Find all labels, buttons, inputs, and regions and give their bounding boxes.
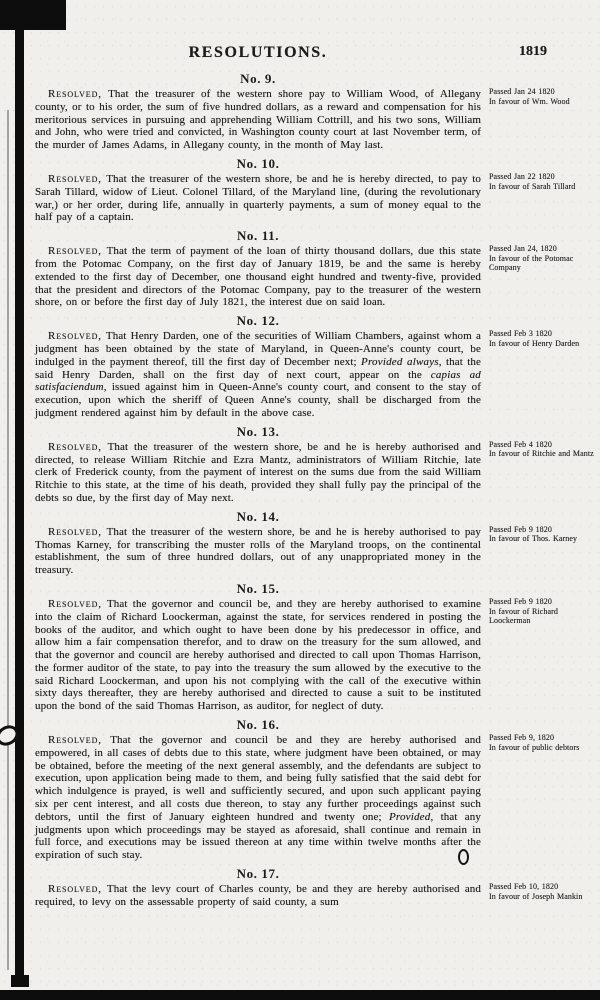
resolution-body-text: That the term of payment of the loan of thirty thousand dollars, due this state from the Potomac Company, on the first day of January 1819, be and the same is hereby extended to the first day of December, one thousand eight hundred and twenty-five, provided that the president and directors of the Potomac Company, pay to the treasurer of the western shore, on or before the first day of July 1821, the interest due on said loan. [35, 245, 481, 309]
resolution-number: No. 17. [236, 866, 280, 882]
note-passed: Passed Feb 9 1820 [489, 596, 552, 606]
note-passed: Passed Jan 22 1820 [489, 171, 555, 181]
note-favour: In favour of Richard Loockerman [489, 606, 559, 626]
left-gutter-bar-foot [11, 975, 29, 987]
note-passed: Passed Feb 9, 1820 [489, 733, 555, 743]
resolution-body-text: That the treasurer of the western shore, be and he is hereby authorised to pay Thomas Karney, for transcribing the muster rolls of the Maryland troops, on the continental establishment, the sum of three hundred dollars, out of any unappropriated money in the treasury. [35, 525, 481, 577]
margin-note [489, 863, 595, 909]
margin-note [489, 68, 595, 152]
resolved-lead: Resolved, [48, 883, 102, 896]
resolution-number: No. 9. [240, 71, 276, 86]
resolved-lead: Resolved, [48, 330, 102, 343]
note-favour: In favour of Ritchie and Mantz [489, 449, 594, 459]
resolution-main [35, 578, 481, 713]
note-passed: Passed Jan 24 1820 [489, 87, 555, 96]
resolution-16 [35, 714, 595, 862]
page-content [35, 0, 595, 910]
resolution-number: No. 11. [236, 228, 280, 244]
resolved-lead: Resolved, [48, 88, 102, 100]
note-favour: In favour of Wm. Wood [489, 96, 570, 106]
resolution-text [35, 526, 481, 577]
resolution-number: No. 14. [236, 508, 280, 524]
note-passed: Passed Jan 24, 1820 [489, 244, 557, 254]
resolution-text [35, 734, 481, 862]
resolution-main [35, 68, 481, 152]
resolution-number: No. 15. [236, 580, 280, 596]
bottom-scan-band [0, 990, 600, 1000]
resolution-main [35, 863, 481, 909]
resolution-12 [35, 310, 595, 420]
margin-note [489, 421, 595, 505]
note-favour: In favour of Henry Darden [489, 338, 580, 348]
resolution-13 [35, 421, 595, 505]
resolution-number: No. 10. [236, 155, 280, 171]
margin-note [489, 225, 595, 309]
left-faint-line [7, 110, 9, 970]
resolution-main [35, 310, 481, 420]
margin-note [489, 310, 595, 420]
note-favour: In favour of the Potomac Company [489, 253, 574, 273]
resolution-number: No. 12. [236, 313, 280, 329]
resolution-text [35, 245, 481, 309]
resolution-text [35, 598, 481, 713]
note-favour: In favour of public debtors [489, 742, 580, 752]
resolution-10 [35, 153, 595, 224]
note-favour: In favour of Sarah Tillard [489, 181, 576, 191]
margin-note [489, 153, 595, 224]
resolution-main [35, 225, 481, 309]
resolution-text [35, 330, 481, 420]
note-favour: In favour of Thos. Karney [489, 534, 578, 544]
resolution-15 [35, 578, 595, 713]
resolved-lead: Resolved, [48, 440, 102, 453]
resolved-lead: Resolved, [48, 172, 102, 185]
resolved-lead: Resolved, [48, 597, 102, 610]
page-title: RESOLUTIONS. [188, 44, 328, 61]
resolution-text [35, 88, 481, 152]
resolution-body-text: That the treasurer of the western shore, be and he is hereby directed, to pay to Sarah Tillard, widow of Lieut. Colonel Tillard, of the Maryland line, (during the revolutionary war,) or her order, during life, annually in quarterly payments, a sum of money equal to the half pay of a captain. [35, 172, 481, 224]
resolution-14 [35, 506, 595, 577]
resolved-lead: Resolved, [48, 734, 102, 747]
page-header [35, 44, 595, 62]
resolved-lead: Resolved, [48, 525, 102, 538]
margin-note [489, 578, 595, 713]
resolution-body-text: That the governor and council be and they are hereby authorised and empowered, in all cases of debts due to this state, where judgment have been obtained, or may be obtained, before the meeting of the next general assembly, and the defendants are subject to execution, upon application being made to them, and being fully satisfied that the said debt for which indulgence is prayed, is well and sufficiently secured, and upon such applicant paying six per cent interest, and all costs due thereon, to stay any further proceedings against such debtors, until the first of January eighteen hundred and twenty one; Provided, that any judgments upon which proceedings may be stayed as aforesaid, shall continue and remain in full force, and executions may be issued thereon at any time within twelve months after the expiration of such stay. [35, 734, 481, 862]
resolution-main [35, 421, 481, 505]
resolution-main [35, 153, 481, 224]
resolution-body-text: That the levy court of Charles county, be and they are hereby authorised and required, to levy on the assessable property of said county, a sum [35, 883, 481, 908]
margin-note [489, 714, 595, 862]
resolution-number: No. 16. [236, 717, 280, 733]
resolution-11 [35, 225, 595, 309]
resolution-17 [35, 863, 595, 909]
resolution-9 [35, 68, 595, 152]
resolution-text [35, 883, 481, 909]
margin-note [489, 506, 595, 577]
resolution-text [35, 173, 481, 224]
resolution-main [35, 506, 481, 577]
resolution-body-text: That the governor and council be, and they are hereby authorised to examine into the claim of Richard Loockerman, against the state, for services rendered in posting the books of the auditor, and which ought to have been done by his predecessor in office, and allow him a fair compensation therefor, and to draw on the treasury for the sum allowed, and that the governor and council are hereby authorised and directed to call upon Thomas Harrison, the former auditor of the state, to pay into the treasury the sum allowed by the executive to the said Richard Loockerman, and upon his not complying with the call of the executive within sixty days thereafter, they are hereby authorised and directed to cause a suit to be instituted upon the bond of the said Thomas Harrison, as auditor, for neglect of duty. [35, 597, 481, 713]
note-passed: Passed Feb 10, 1820 [489, 882, 559, 892]
page-number: 1819 [519, 44, 547, 59]
note-passed: Passed Feb 9 1820 [489, 524, 552, 534]
note-passed: Passed Feb 4 1820 [489, 439, 552, 449]
resolution-body-text: That the treasurer of the western shore pay to William Wood, of Allegany county, or to his order, the sum of five hundred dollars, as a reward and compensation for his meritorious services in pursuing and apprehending William Cottrill, and his two sons, William and John, who were tried and convicted, in Washington county court at last November term, of the murder of James Adams, in Allegany county, in the month of May last. [35, 88, 481, 152]
resolution-body-text: That the treasurer of the western shore, be and he is hereby authorised and directed, to release William Ritchie and Ezra Mantz, administrators of William Ritchie, late clerk of Frederick county, from the payment of interest on the sums due from the said William Ritchie to this state, at the time of his death, provided they shall fully pay the principal of the debts so due, by the first day of May next. [35, 440, 481, 504]
resolution-body-text: That Henry Darden, one of the securities of William Chambers, against whom a judgment has been obtained by the state of Maryland, in Queen-Anne's county court, be indulged in the payment thereof, till the first day of December next; Provided always, that the said Henry Darden, shall on the first day of next court, appear on the capias ad satisfaciendum, issued against him in Queen-Anne's county court, and consent to the stay of execution, upon which the sheriff of Queen Anne's county, shall be discharged from the judgment rendered against him by default in the above case. [35, 330, 481, 419]
left-gutter-bar [15, 28, 24, 986]
note-favour: In favour of Joseph Mankin [489, 891, 583, 901]
resolution-text [35, 441, 481, 505]
resolution-number: No. 13. [236, 423, 280, 439]
note-passed: Passed Feb 3 1820 [489, 329, 552, 339]
resolved-lead: Resolved, [48, 245, 102, 258]
resolution-main [35, 714, 481, 862]
